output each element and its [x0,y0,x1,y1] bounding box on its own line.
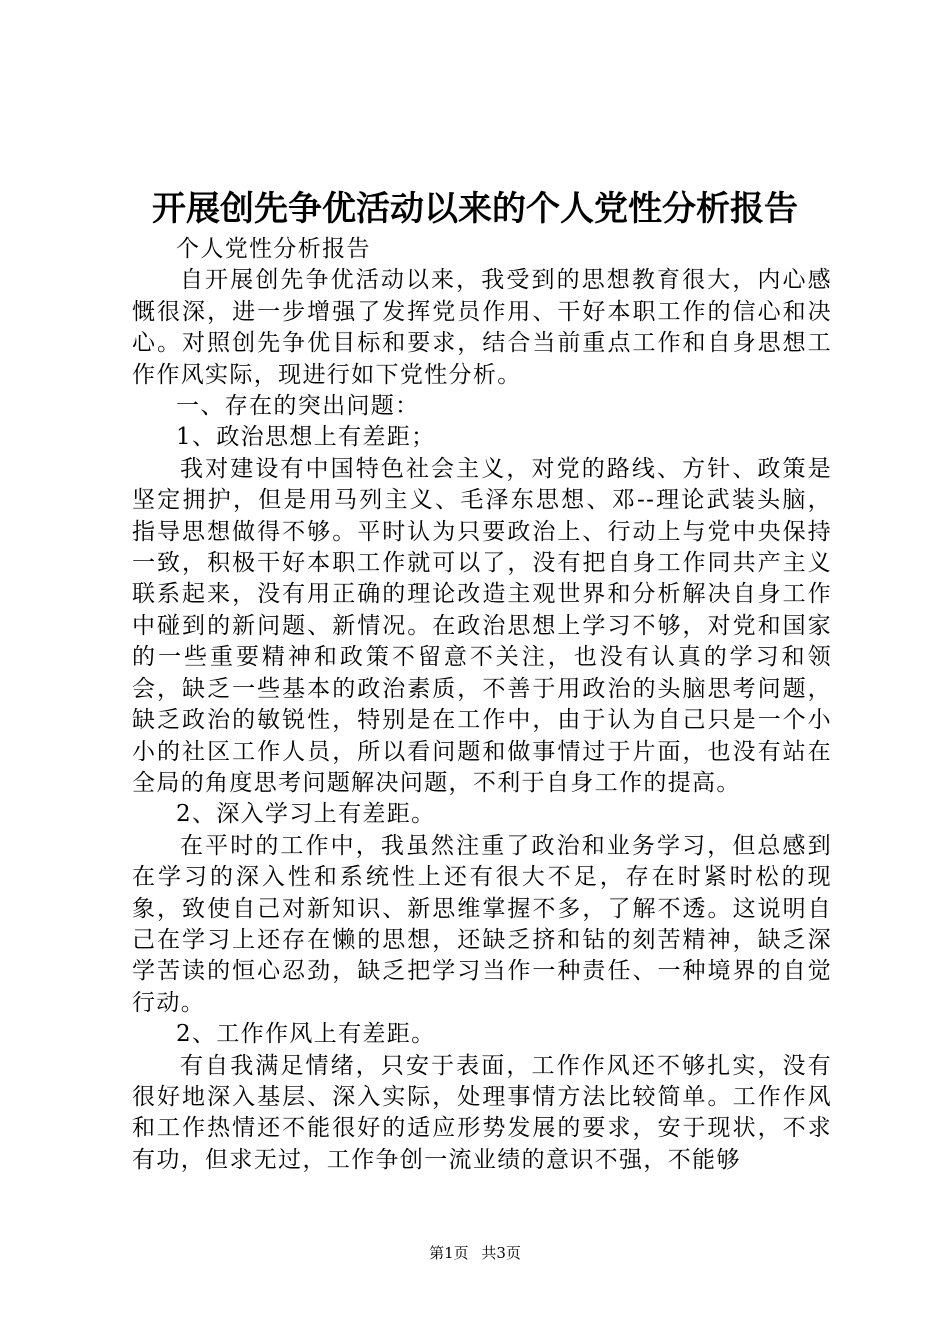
page-footer [0,1243,950,1263]
section-heading: 一、存在的突出问题： [176,393,420,420]
item-heading-3: 2、工作作风上有差距。 [176,1021,436,1048]
document-body [132,234,832,1176]
subtitle: 个人党性分析报告 [176,236,371,262]
item-body-1: 我对建设有中国特色社会主义，对党的路线、方针、政策是坚定拥护，但是用马列主义、毛泽东思想、邓--理论武装头脑，指导思想做得不够。平时认为只要政治上、行动上与党中央保持一致，积极干好本职工作就可以了，没有把自身工作同共产主义联系起来，没有用正确的理论改造主观世界和分析解决自身工作中碰到的新问题、新情况。在政治思想上学习不够，对党和国家的一些重要精神和政策不留意不关注，也没有认真的学习和领会，缺乏一些基本的政治素质，不善于用政治的头脑思考问题，缺乏政治的敏锐性，特别是在工作中，由于认为自己只是一个小小的社区工作人员，所以看问题和做事情过于片面，也没有站在全局的角度思考问题解决问题，不利于自身工作的提高。 [132,455,832,796]
item-body-2: 在平时的工作中，我虽然注重了政治和业务学习，但总感到在学习的深入性和系统性上还有很大不足，存在时紧时松的现象，致使自己对新知识、新思维掌握不多，了解不透。这说明自己在学习上还存在懒的思想，还缺乏挤和钻的刻苦精神，缺乏深学苦读的恒心忍劲，缺乏把学习当作一种责任、一种境界的自觉行动。 [132,832,832,1016]
document-title: 开展创先争优活动以来的个人党性分析报告 [152,189,798,229]
intro-paragraph: 自开展创先争优活动以来，我受到的思想教育很大，内心感慨很深，进一步增强了发挥党员作用、干好本职工作的信心和决心。对照创先争优目标和要求，结合当前重点工作和自身思想工作作风实际，现进行如下党性分析。 [132,267,832,388]
item-body-3: 有自我满足情绪，只安于表面，工作作风还不够扎实，没有很好地深入基层、深入实际，处理事情方法比较简单。工作作风和工作热情还不能很好的适应形势发展的要求，安于现状，不求有功，但求无过，工作争创一流业绩的意识不强，不能够 [132,1052,832,1173]
page-number: 第1页 [429,1244,469,1262]
item-heading-1: 1、政治思想上有差距； [176,424,436,451]
item-heading-2: 2、深入学习上有差距。 [176,801,436,828]
page-total: 共3页 [481,1244,521,1262]
